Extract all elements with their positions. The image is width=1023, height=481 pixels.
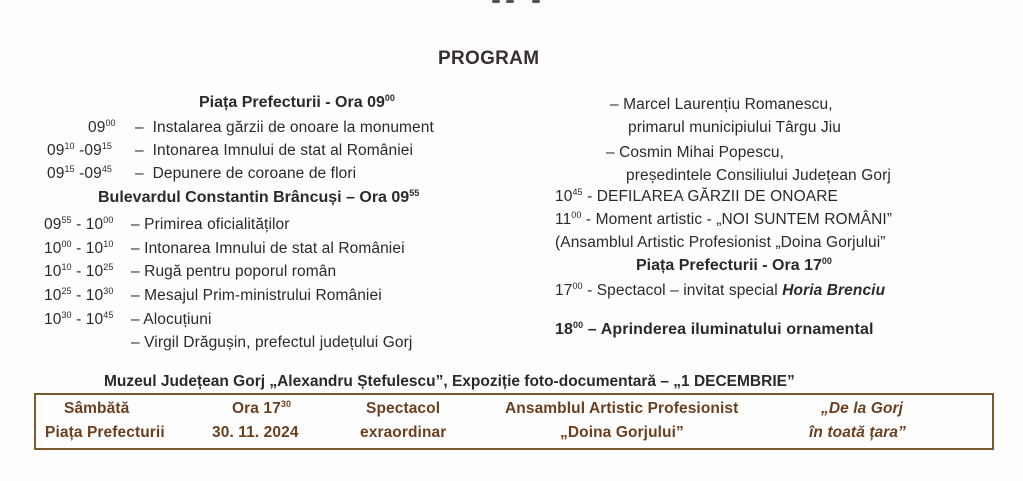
event-lighting: $18^{00}$ – Aprinderea iluminatului ornamental (555, 320, 874, 338)
schedule-row-text: – Instalarea gărzii de onoare la monument (135, 119, 434, 136)
schedule-row-text: – Intonarea Imnului de stat al României (135, 142, 414, 159)
schedule-row-text: – Alocuțiuni (131, 311, 212, 328)
schedule-row: $09^{10}$ $-09^{15}$ (47, 141, 113, 159)
schedule-row: $10^{30} - 10^{45}$ (44, 310, 114, 328)
show-type-qualifier: exraordinar (360, 424, 447, 441)
section-heading-piata-prefecturii-evening: Piața Prefecturii - Ora $17^{00}$ (636, 256, 832, 274)
section-heading-piata-prefecturii: Piața Prefecturii - Ora $09^{00}$ (199, 93, 395, 111)
schedule-row-text: – Rugă pentru poporul român (131, 263, 337, 280)
section-heading-bulevardul: Bulevardul Constantin Brâncuși – Ora $09^{55}$ (98, 188, 420, 206)
show-performer-name: „Doina Gorjului” (560, 424, 684, 441)
schedule-row: $10^{10} - 10^{25}$ (44, 262, 114, 280)
schedule-row: $09^{00}$ (88, 118, 116, 136)
speaker-mayor-role: primarul municipiului Târgu Jiu (628, 119, 842, 136)
schedule-row-text: – Primirea oficialităților (131, 216, 290, 233)
speaker-prefect: – Virgil Drăgușin, prefectul județului Gorj (131, 334, 413, 351)
event-show: $17^{00}$ - Spectacol – invitat special Horia Brenciu (555, 281, 886, 299)
schedule-row: $10^{25} - 10^{30}$ (44, 286, 114, 304)
speaker-mayor-name: – Marcel Laurențiu Romanescu, (610, 96, 833, 113)
speaker-council-name: – Cosmin Mihai Popescu, (606, 144, 785, 161)
schedule-row-text: – Intonarea Imnului de stat al României (131, 240, 405, 257)
schedule-row-text: – Depunere de coroane de flori (135, 165, 357, 182)
event-artistic-moment: $11^{00}$ - Moment artistic - „NOI SUNTEM ROMÂNI” (555, 210, 893, 228)
show-performer: Ansamblul Artistic Profesionist (505, 400, 739, 417)
show-type: Spectacol (366, 400, 441, 417)
speaker-council-role: președintele Consiliului Județean Gorj (626, 167, 891, 184)
show-title-line1: „De la Gorj (821, 400, 904, 417)
schedule-row: $10^{00} - 10^{10}$ (44, 239, 114, 257)
event-artistic-ensemble: (Ansamblul Artistic Profesionist „Doina Gorjului” (555, 234, 886, 251)
show-day: Sâmbătă (64, 400, 130, 417)
schedule-row: $09^{15}$ $-09^{45}$ (47, 164, 113, 182)
show-date: 30. 11. 2024 (212, 424, 299, 441)
museum-exhibition-line: Muzeul Județean Gorj „Alexandru Ștefulescu”, Expoziție foto-documentară – „1 DECEMBRIE” (104, 373, 795, 390)
show-title-line2: în toată țara” (809, 424, 907, 441)
show-time: Ora $17^{30}$ (232, 399, 292, 417)
schedule-row-text: – Mesajul Prim-ministrului României (131, 287, 382, 304)
show-venue: Piața Prefecturii (45, 424, 165, 441)
top-edge-marks (492, 0, 550, 4)
event-parade: $10^{45}$ - DEFILAREA GĂRZII DE ONOARE (555, 187, 838, 205)
schedule-row: $09^{55} - 10^{00}$ (44, 215, 114, 233)
program-title: PROGRAM (438, 48, 540, 69)
